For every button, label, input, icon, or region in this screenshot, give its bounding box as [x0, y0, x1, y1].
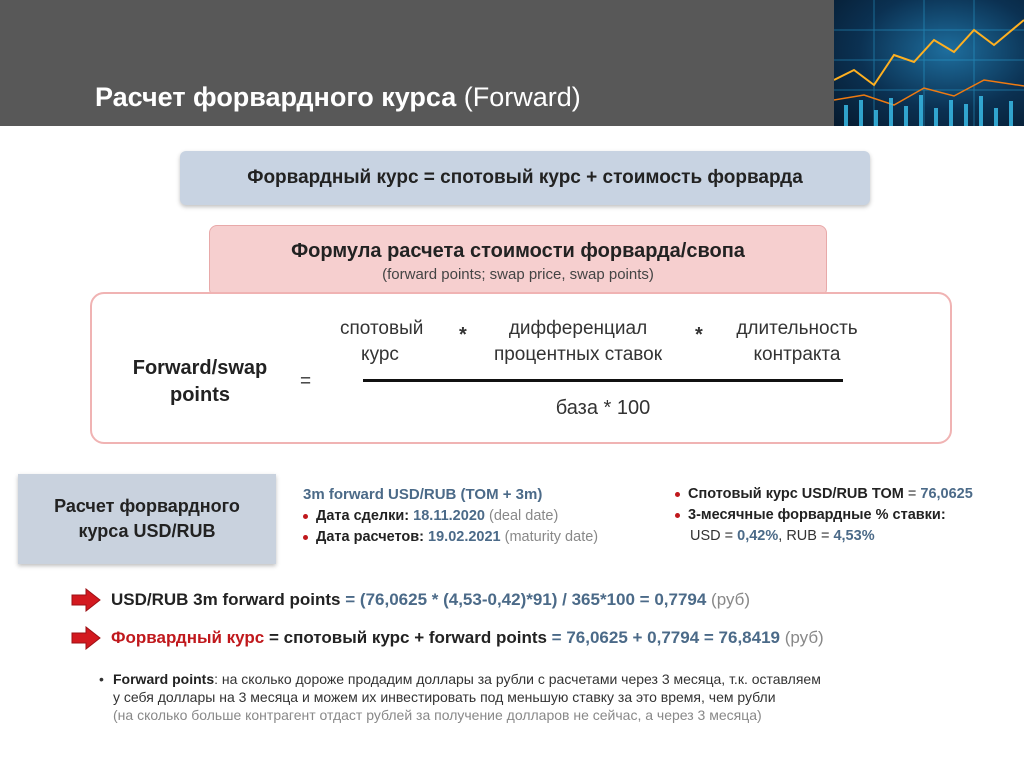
explanation-term: Forward points [113, 671, 215, 687]
numerator-rate-differential [478, 316, 678, 368]
bullet-icon [303, 514, 308, 519]
formula-lhs-line1: Forward/swap [132, 357, 268, 379]
numerator-spot-rate-line2: курс [361, 344, 399, 365]
spot-rate-item [675, 486, 973, 502]
arrow-right-icon [70, 588, 102, 612]
rub-label: , RUB = [778, 528, 834, 544]
deal-date-label: Дата сделки: [316, 508, 410, 524]
explanation-line1 [99, 670, 919, 688]
deal-info [303, 486, 598, 550]
main-formula-text: Форвардный курс = спотовый курс + стоимость форварда [247, 167, 803, 188]
forward-rates-label: 3-месячные форвардные % ставки: [688, 507, 946, 523]
calc-example-line2: курса USD/RUB [78, 521, 216, 541]
numerator-spot-rate [340, 316, 424, 368]
title-main: Расчет форвардного курса [95, 82, 457, 112]
forward-rates-values [690, 528, 973, 544]
forward-rate-formula: = спотовый курс + forward points [264, 628, 547, 647]
usd-label: USD = [690, 528, 738, 544]
forward-rate-calc: = 76,0625 + 0,7794 = [546, 628, 719, 647]
forward-points-calculation [111, 590, 750, 610]
settle-date-item [303, 529, 598, 545]
forward-points-label: USD/RUB 3m forward points [111, 590, 341, 609]
numerator-rate-differential-line1: дифференциал [508, 318, 648, 339]
deal-date-item [303, 508, 598, 524]
settle-date-label: Дата расчетов: [316, 529, 424, 545]
numerator-rate-differential-line2: процентных ставок [493, 344, 663, 365]
explanation-text1: : на сколько дороже продадим доллары за рубли с расчетами через 3 месяца, т.к. оставляем [214, 671, 821, 687]
forward-rates-item [675, 507, 973, 523]
multiply-sign-1: * [459, 324, 467, 346]
forward-rate-result: 76,8419 [718, 628, 780, 647]
settle-date-value: 19.02.2021 [428, 529, 501, 545]
formula-equals: = [300, 371, 312, 392]
settle-date-note: (maturity date) [504, 529, 599, 545]
main-formula-box [180, 151, 870, 205]
forward-points-calc: = (76,0625 * (4,53-0,42)*91) / 365*100 = [340, 590, 655, 609]
spot-rate-eq: = [903, 486, 921, 502]
bullet-icon [675, 513, 680, 518]
bullet-icon [675, 492, 680, 497]
forward-cost-subtitle: (forward points; swap price, swap points) [382, 266, 654, 283]
page-title [95, 82, 581, 113]
multiply-sign-2: * [695, 324, 703, 346]
title-suffix: (Forward) [456, 82, 581, 112]
formula-lhs-line2: points [170, 384, 230, 406]
calc-example-box [18, 474, 276, 564]
bullet-icon [303, 535, 308, 540]
deal-date-note: (deal date) [488, 508, 559, 524]
explanation-line3: (на сколько больше контрагент отдаст рублей за получение долларов не сейчас, а через 3 месяца) [113, 707, 762, 723]
header-image [834, 0, 1024, 126]
numerator-contract-duration-line2: контракта [753, 344, 841, 365]
formula-lhs [120, 355, 280, 409]
forward-points-explanation [99, 670, 919, 724]
forward-rate-unit: (руб) [779, 628, 824, 647]
spot-info [675, 486, 973, 544]
forward-rate-label: Форвардный курс [111, 628, 265, 647]
deal-title: 3m forward USD/RUB (TOM + 3m) [303, 486, 543, 503]
numerator-contract-duration-line1: длительность [736, 318, 858, 339]
explanation-line2: у себя доллары на 3 месяца и можем их инвестировать под меньшую ставку за это время, чем рубли [113, 689, 776, 705]
market-chart-image [834, 0, 1024, 126]
deal-date-value: 18.11.2020 [413, 508, 485, 524]
forward-points-result: 0,7794 [654, 590, 707, 609]
forward-rate-calculation [111, 628, 824, 648]
denominator: база * 100 [555, 397, 651, 419]
numerator-spot-rate-line1: спотовый [340, 318, 424, 339]
forward-cost-formula-box [209, 225, 827, 297]
arrow-right-icon [70, 626, 102, 650]
header-bar [0, 0, 1024, 126]
rub-rate-value: 4,53% [833, 528, 875, 544]
spot-rate-value: 76,0625 [920, 486, 973, 502]
forward-cost-title: Формула расчета стоимости форварда/свопа [291, 240, 745, 262]
fraction-line [363, 379, 843, 382]
usd-rate-value: 0,42% [737, 528, 779, 544]
spot-rate-label: Спотовый курс USD/RUB TOM [688, 486, 904, 502]
explanation-bullet: • [99, 671, 104, 687]
numerator-contract-duration [722, 316, 872, 368]
forward-points-unit: (руб) [706, 590, 751, 609]
calc-example-line1: Расчет форвардного [54, 496, 240, 516]
